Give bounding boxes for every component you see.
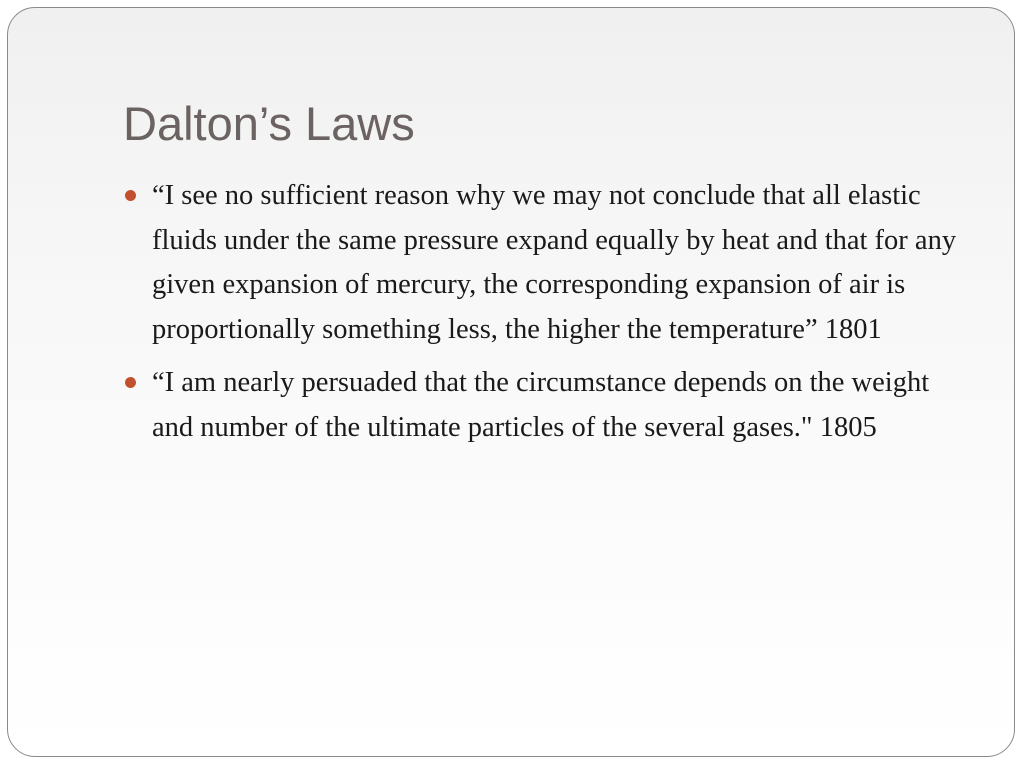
bullet-text: “I see no sufficient reason why we may not conclude that all elastic fluids under the same pressure expand equally by heat and that for any given expansion of mercury, the corresponding expansion of air is proportionally something less, the higher the temperature” 1801 bbox=[152, 180, 957, 345]
bullet-list bbox=[123, 174, 973, 459]
bullet-dot-icon bbox=[125, 377, 136, 388]
slide-frame bbox=[7, 7, 1015, 757]
bullet-text: “I am nearly persuaded that the circumstance depends on the weight and number of the ultimate particles of the several gases." 1805 bbox=[152, 367, 930, 443]
slide-title: Dalton’s Laws bbox=[123, 97, 415, 150]
bullet-item-1801-quote bbox=[123, 174, 973, 352]
bullet-item-1805-quote bbox=[123, 361, 973, 450]
bullet-dot-icon bbox=[125, 190, 136, 201]
